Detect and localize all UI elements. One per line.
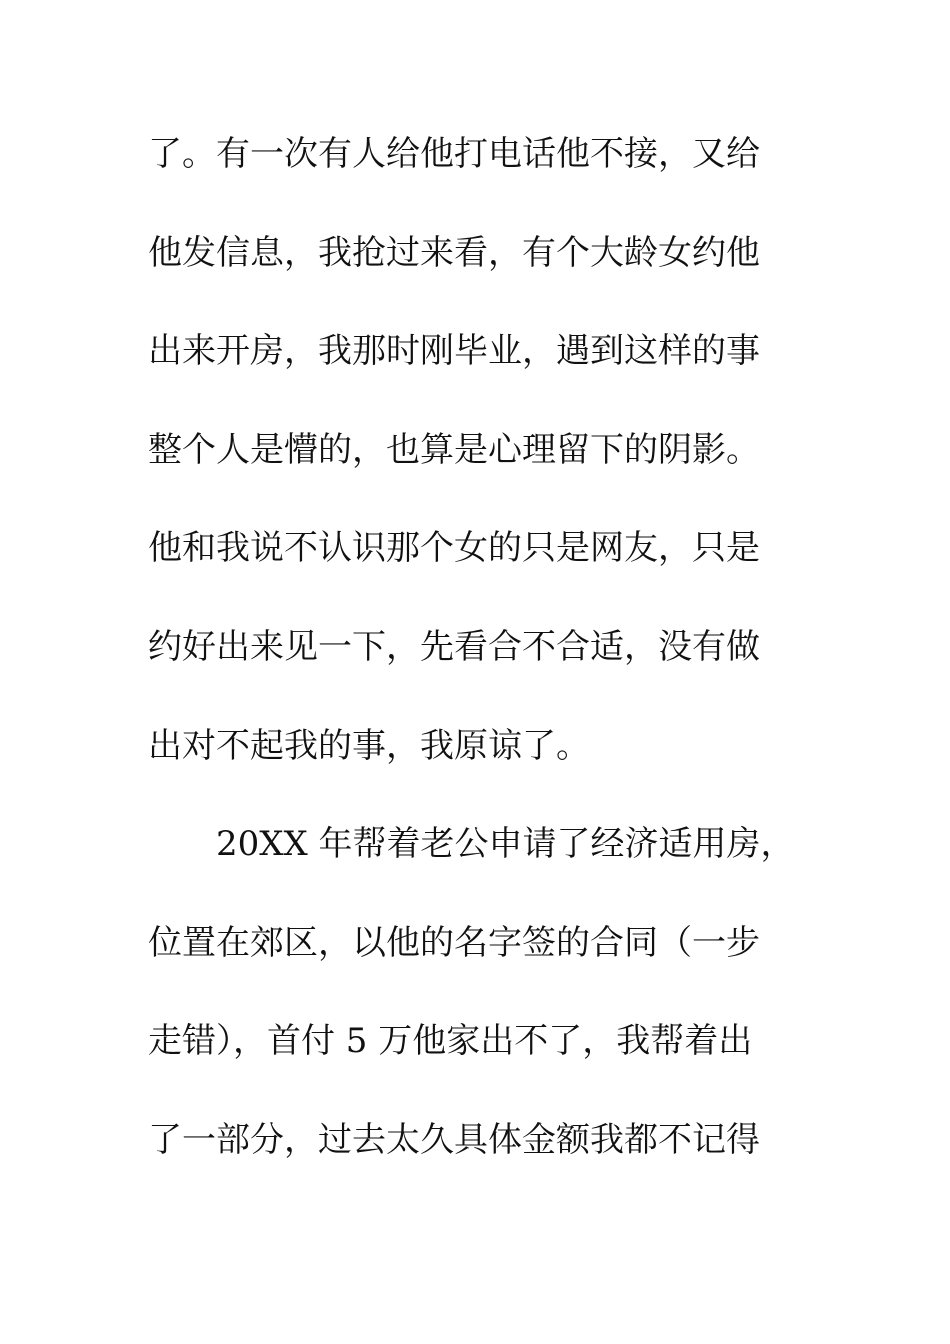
text-line: 走错），首付 5 万他家出不了，我帮着出 <box>148 1021 753 1062</box>
text-line: 出来开房，我那时刚毕业，遇到这样的事 <box>148 331 760 372</box>
text-line: 整个人是懵的，也算是心理留下的阴影。 <box>148 429 760 470</box>
text-line: 位置在郊区，以他的名字签的合同（一步 <box>148 922 760 963</box>
text-line: 了一部分，过去太久具体金额我都不记得 <box>148 1119 760 1160</box>
text-line: 了。有一次有人给他打电话他不接，又给 <box>148 134 760 174</box>
body-text <box>148 124 795 1209</box>
text-line: 他和我说不认识那个女的只是网友，只是 <box>148 528 760 569</box>
paragraph-start-line: 20XX 年帮着老公申请了经济适用房， <box>216 824 795 865</box>
text-line: 出对不起我的事，我原谅了。 <box>148 725 590 766</box>
text-line: 约好出来见一下，先看合不合适，没有做 <box>148 626 760 667</box>
text-line: 他发信息，我抢过来看，有个大龄女约他 <box>148 232 760 273</box>
